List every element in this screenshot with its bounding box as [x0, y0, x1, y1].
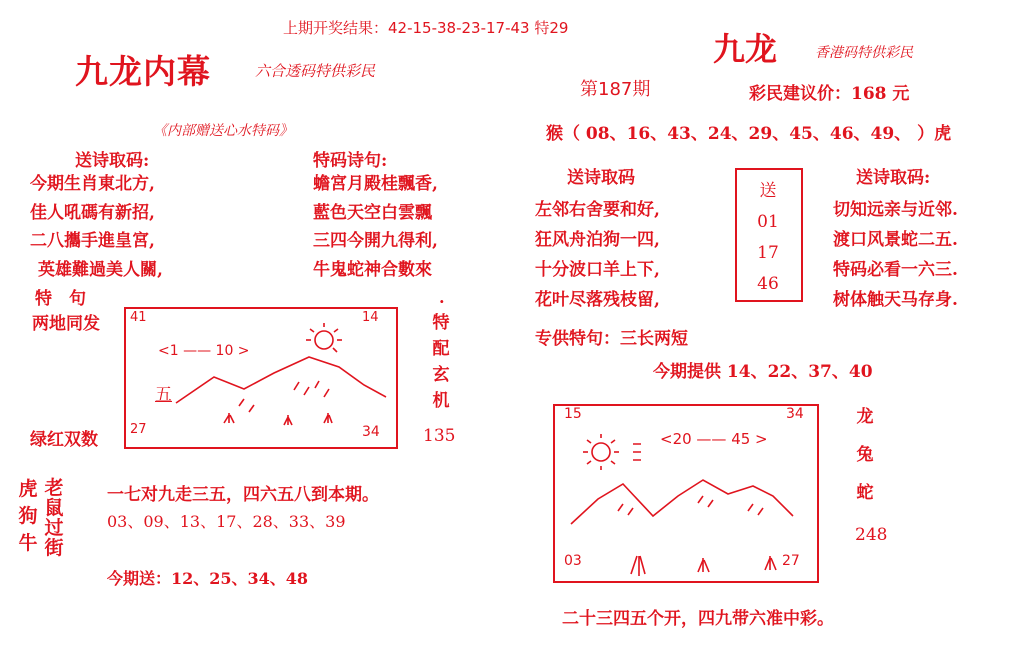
animal-char: 街	[44, 537, 64, 559]
pic-range: <1 —— 10 >	[158, 343, 250, 359]
right-poem-left	[535, 195, 660, 315]
right-footer: 二十三四五个开，四九带六准中彩。	[562, 609, 834, 629]
pic-corner-br: 27	[782, 553, 800, 569]
special-vertical	[431, 310, 451, 414]
poem-line: 蟾宮月殿桂飄香,	[313, 174, 438, 194]
send-box-number: 17	[757, 243, 779, 263]
poem-line: 英雄難過美人關,	[38, 259, 163, 280]
right-poem-heading-right: 送诗取码:	[856, 168, 931, 188]
vertical-char: 机	[432, 391, 450, 411]
vertical-char: 蛇	[856, 483, 874, 503]
vertical-char: 兔	[856, 445, 874, 465]
provide-line: 今期提供 14、22、37、40	[653, 362, 873, 382]
mountain-icon	[176, 357, 386, 403]
last-result: 上期开奖结果：42-15-38-23-17-43 特29	[283, 19, 569, 37]
grass-icon	[284, 415, 292, 425]
poem-line: 树体触天马存身.	[833, 290, 958, 310]
poem-line: 佳人吼碼有新招,	[30, 202, 155, 223]
poem-line: 狂风舟泊狗一四,	[535, 230, 660, 250]
lv-hong-label: 绿红双数	[30, 430, 98, 450]
special-line: 专供特句：三长两短	[535, 329, 688, 349]
poem-line: 特码必看一六三.	[833, 260, 958, 280]
te-ju-label: 特 句	[35, 289, 86, 309]
grass-icon	[631, 556, 645, 576]
sun-icon	[592, 443, 610, 461]
left-inner-title: 《内部赠送心水特码》	[153, 123, 293, 139]
poem-line: 渡口风景蛇二五.	[833, 230, 958, 250]
monkey-line: 猴（ 08、16、43、24、29、45、46、49、 ）虎	[546, 124, 952, 144]
poem-line: 藍色天空白雲飄	[313, 202, 432, 223]
grass-icon	[698, 558, 709, 572]
te-poem	[313, 170, 438, 284]
num-248: 248	[855, 525, 888, 545]
grass-icon	[224, 413, 234, 423]
pic-char: 五	[155, 385, 172, 405]
num-135: 135	[423, 426, 456, 446]
animal-char: 牛	[18, 532, 38, 554]
pic-corner-tr: 14	[362, 310, 379, 325]
animal-char: 老	[44, 477, 64, 499]
vertical-char: 配	[432, 339, 450, 359]
send-box-content	[748, 176, 788, 300]
poem-line: 三四今開九得利,	[313, 231, 438, 251]
pic-corner-tl: 41	[130, 310, 147, 325]
poem-line: 十分波口羊上下,	[535, 260, 660, 280]
side-vertical	[855, 398, 875, 512]
animal-char: 鼠	[44, 497, 64, 519]
pic-corner-bl: 03	[564, 553, 582, 569]
pic-corner-tl: 15	[564, 406, 582, 422]
pic-corner-tr: 34	[786, 406, 804, 422]
animal-char: 狗	[18, 505, 38, 527]
left-subtitle: 六合透码特供彩民	[255, 62, 376, 80]
mountain-icon	[571, 480, 793, 524]
poem-line: 今期生肖東北方,	[30, 174, 155, 194]
right-picture-drawing	[553, 404, 815, 579]
price: 彩民建议价：168 元	[749, 84, 910, 104]
poem-line: 牛鬼蛇神合數來	[313, 259, 432, 280]
left-title: 九龙内幕	[75, 52, 211, 91]
left-send: 今期送：12、25、34、48	[107, 569, 309, 588]
right-subtitle: 香港码特供彩民	[815, 45, 913, 61]
vertical-char: 龙	[856, 407, 874, 427]
left-poem-heading: 送诗取码:	[75, 151, 150, 171]
special-dot: .	[439, 288, 445, 307]
send-box-number: 46	[757, 274, 779, 294]
pic-corner-br: 34	[362, 424, 380, 440]
pic-range: <20 —— 45 >	[660, 430, 768, 448]
issue-number: 第187期	[580, 79, 651, 100]
left-poem	[30, 170, 163, 284]
pic-corner-bl: 27	[130, 422, 147, 437]
poem-line: 切知远亲与近邻.	[833, 200, 958, 220]
poem-line: 花叶尽落残枝留,	[535, 290, 660, 310]
left-numbers: 03、09、13、17、28、33、39	[107, 512, 346, 531]
grass-icon	[765, 556, 776, 570]
send-box-label: 送	[759, 181, 777, 201]
animals-left	[18, 476, 38, 557]
te-ju-text: 两地同发	[32, 314, 100, 334]
poem-line: 左邻右舍要和好,	[535, 200, 660, 220]
right-title: 九龙	[713, 30, 778, 68]
vertical-char: 特	[432, 313, 450, 333]
send-box-number: 01	[757, 212, 779, 232]
animal-char: 虎	[18, 478, 38, 500]
grass-icon	[324, 413, 332, 423]
animal-char: 过	[44, 517, 64, 539]
sun-icon	[315, 331, 333, 349]
verse: 一七对九走三五，四六五八到本期。	[107, 485, 379, 505]
animals-right	[44, 478, 64, 558]
vertical-char: 玄	[432, 365, 450, 385]
right-poem-heading-left: 送诗取码	[567, 168, 635, 188]
te-poem-heading: 特码诗句:	[313, 151, 388, 171]
poem-line: 二八攜手進皇宮,	[30, 231, 155, 251]
right-poem-right	[833, 195, 958, 315]
left-picture-drawing	[124, 307, 394, 445]
